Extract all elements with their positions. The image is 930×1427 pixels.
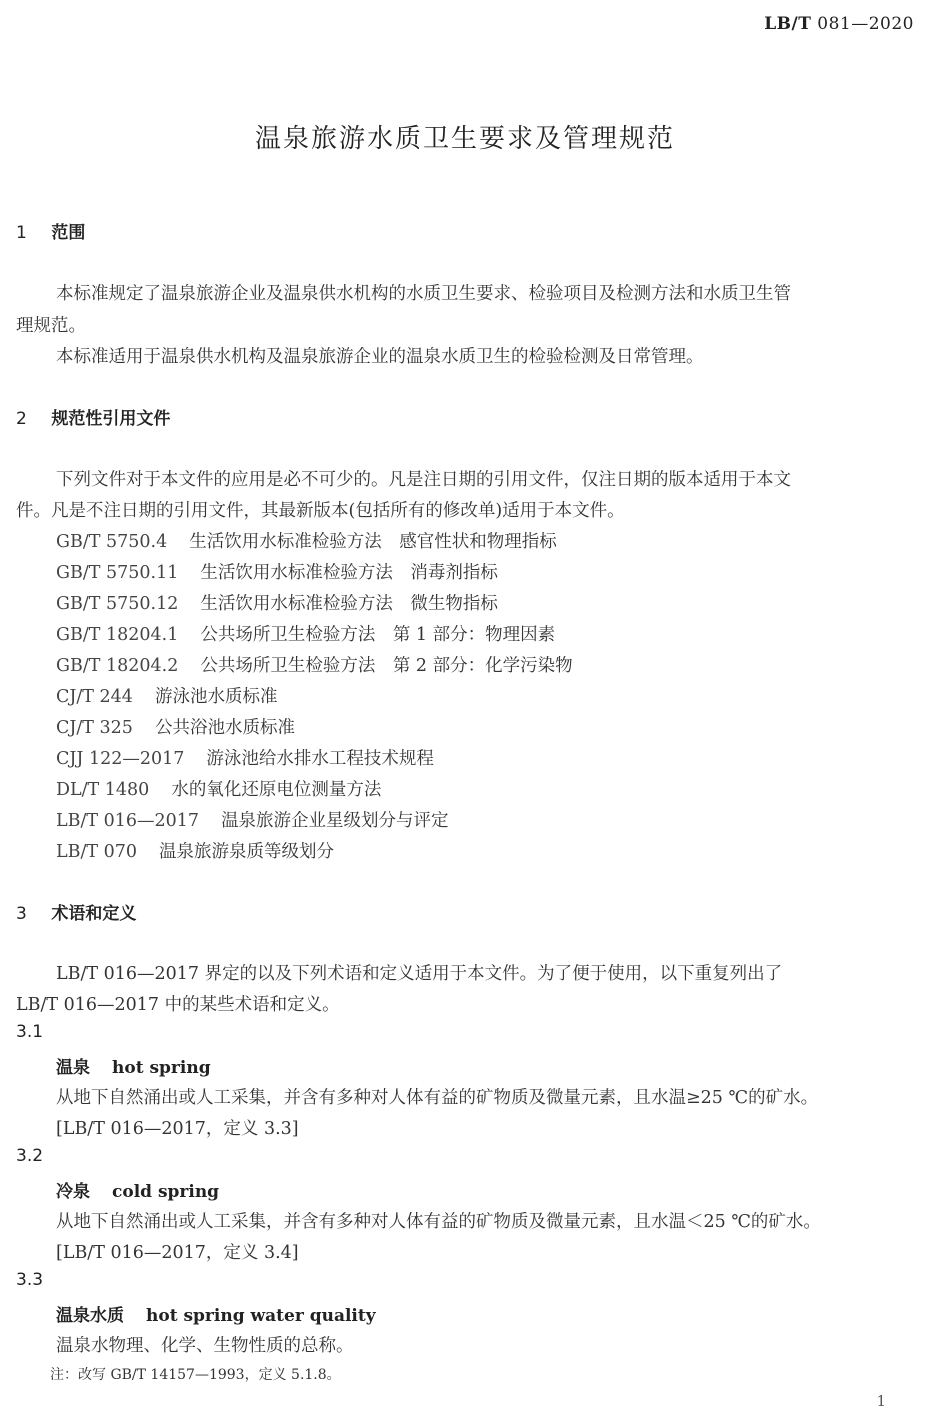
terms-intro-line-1: LB/T 016—2017 界定的以及下列术语和定义适用于本文件。为了便于使用，以下重复列出了 (56, 964, 783, 984)
section-3-heading (16, 899, 136, 924)
section-number: 1 (16, 223, 27, 243)
reference-item (56, 559, 498, 584)
reference-item (56, 590, 498, 615)
reference-item (56, 807, 449, 832)
section-1-heading (16, 218, 85, 243)
document-code-number: 081—2020 (817, 14, 914, 34)
reference-item (56, 621, 555, 646)
reference-code: GB/T 18204.1 (56, 625, 179, 645)
reference-code: GB/T 18204.2 (56, 656, 179, 676)
page-number: 1 (876, 1392, 886, 1410)
term-note: 注：改写 GB/T 14157—1993，定义 5.1.8。 (50, 1367, 341, 1383)
reference-title: 公共浴池水质标准 (154, 718, 295, 738)
term-en: cold spring (112, 1182, 220, 1202)
reference-item (56, 745, 434, 770)
section-title: 范围 (51, 223, 86, 243)
section-number: 2 (16, 409, 27, 429)
reference-item (56, 683, 277, 708)
terms-intro-line-2: LB/T 016—2017 中的某些术语和定义。 (16, 995, 340, 1015)
reference-code: CJJ 122—2017 (56, 749, 185, 769)
term-heading (56, 1177, 219, 1202)
normative-refs-intro-line-2: 件。凡是不注日期的引用文件，其最新版本(包括所有的修改单)适用于本文件。 (16, 501, 625, 521)
reference-title: 生活饮用水标准检验方法 消毒剂指标 (200, 563, 498, 583)
reference-title: 水的氧化还原电位测量方法 (171, 780, 382, 800)
reference-title: 公共场所卫生检验方法 第 2 部分：化学污染物 (200, 656, 573, 676)
reference-title: 生活饮用水标准检验方法 微生物指标 (200, 594, 498, 614)
term-zh: 冷泉 (56, 1182, 90, 1202)
reference-title: 游泳池水质标准 (154, 687, 278, 707)
term-zh: 温泉 (56, 1058, 90, 1078)
reference-item (56, 714, 295, 739)
scope-paragraph-1-line-2: 理规范。 (16, 316, 86, 336)
reference-title: 生活饮用水标准检验方法 感官性状和物理指标 (189, 532, 557, 552)
reference-code: LB/T 070 (56, 842, 138, 862)
reference-title: 温泉旅游泉质等级划分 (159, 842, 335, 862)
term-number: 3.3 (16, 1270, 44, 1290)
term-definition: 从地下自然涌出或人工采集，并含有多种对人体有益的矿物质及微量元素，且水温≥25 ℃的矿水。 (56, 1088, 819, 1108)
term-number: 3.1 (16, 1022, 44, 1042)
normative-refs-intro-line-1: 下列文件对于本文件的应用是必不可少的。凡是注日期的引用文件，仅注日期的版本适用于本文 (56, 470, 791, 490)
term-definition: 从地下自然涌出或人工采集，并含有多种对人体有益的矿物质及微量元素，且水温＜25 ℃的矿水。 (56, 1212, 821, 1232)
reference-code: DL/T 1480 (56, 780, 150, 800)
section-title: 规范性引用文件 (51, 409, 171, 429)
reference-code: CJ/T 244 (56, 687, 133, 707)
reference-item (56, 838, 334, 863)
section-title: 术语和定义 (51, 904, 137, 924)
document-code (764, 14, 914, 34)
reference-code: GB/T 5750.11 (56, 563, 179, 583)
term-definition: 温泉水物理、化学、生物性质的总称。 (56, 1336, 354, 1356)
term-zh: 温泉水质 (56, 1306, 124, 1326)
term-source: [LB/T 016—2017，定义 3.4] (56, 1243, 299, 1263)
reference-item (56, 528, 557, 553)
reference-item (56, 652, 573, 677)
scope-paragraph-1-line-1: 本标准规定了温泉旅游企业及温泉供水机构的水质卫生要求、检验项目及检测方法和水质卫生管 (56, 284, 791, 304)
reference-title: 公共场所卫生检验方法 第 1 部分：物理因素 (200, 625, 556, 645)
reference-title: 温泉旅游企业星级划分与评定 (221, 811, 449, 831)
reference-code: GB/T 5750.12 (56, 594, 179, 614)
section-number: 3 (16, 904, 27, 924)
term-number: 3.2 (16, 1146, 44, 1166)
term-heading (56, 1301, 376, 1326)
reference-title: 游泳池给水排水工程技术规程 (206, 749, 434, 769)
term-heading (56, 1053, 211, 1078)
term-source: [LB/T 016—2017，定义 3.3] (56, 1119, 299, 1139)
document-code-prefix: LB/T (764, 14, 812, 34)
reference-item (56, 776, 381, 801)
reference-code: LB/T 016—2017 (56, 811, 200, 831)
term-en: hot spring water quality (146, 1306, 376, 1326)
scope-paragraph-2: 本标准适用于温泉供水机构及温泉旅游企业的温泉水质卫生的检验检测及日常管理。 (56, 347, 704, 367)
reference-code: CJ/T 325 (56, 718, 133, 738)
term-en: hot spring (112, 1058, 211, 1078)
reference-code: GB/T 5750.4 (56, 532, 168, 552)
document-title: 温泉旅游水质卫生要求及管理规范 (254, 124, 675, 154)
section-2-heading (16, 404, 170, 429)
